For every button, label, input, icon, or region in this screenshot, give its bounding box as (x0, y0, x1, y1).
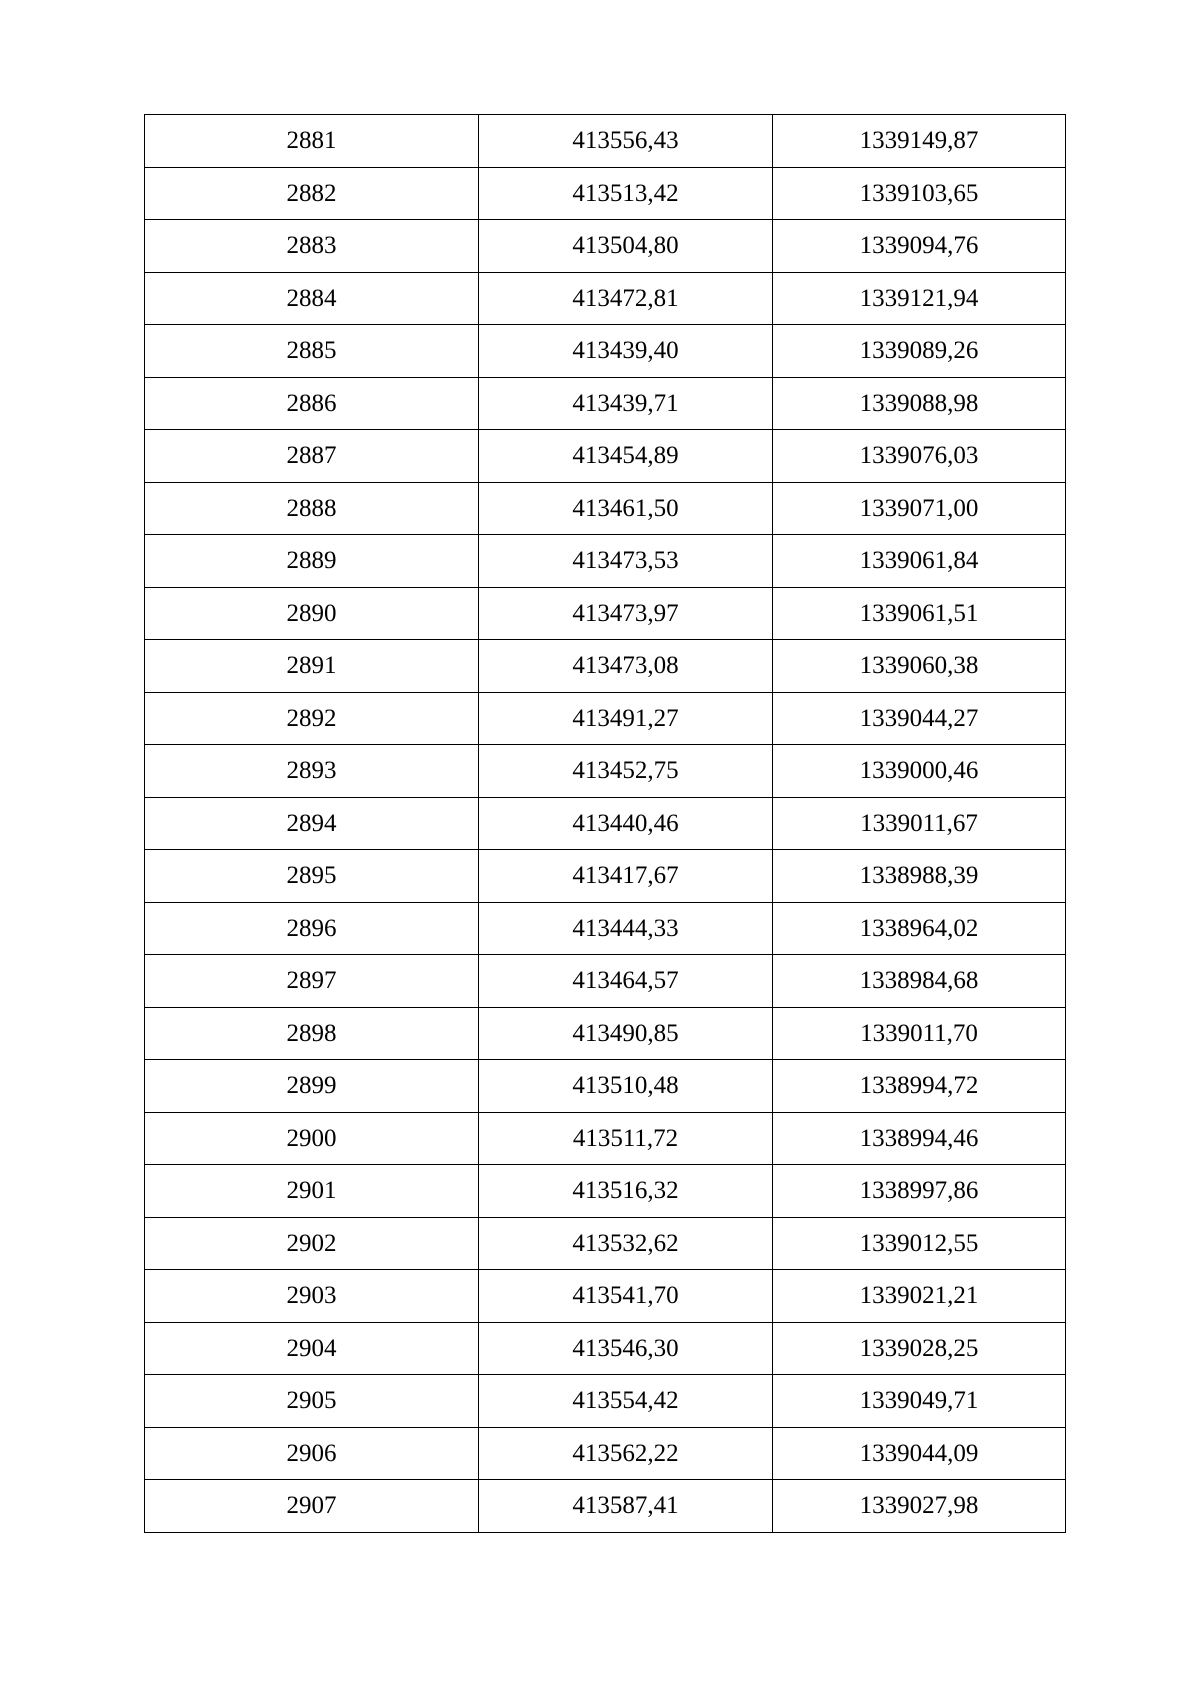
point-number-cell: 2885 (145, 325, 479, 378)
y-coordinate-cell: 1339071,00 (773, 482, 1066, 535)
point-number-cell: 2884 (145, 272, 479, 325)
table-row (145, 1060, 1066, 1113)
table-row (145, 430, 1066, 483)
coordinates-table (144, 114, 1066, 1533)
y-coordinate-cell: 1339027,98 (773, 1480, 1066, 1533)
point-number-cell: 2883 (145, 220, 479, 273)
y-coordinate-cell: 1339103,65 (773, 167, 1066, 220)
y-coordinate-cell: 1339021,21 (773, 1270, 1066, 1323)
table-row (145, 272, 1066, 325)
x-coordinate-cell: 413546,30 (479, 1322, 773, 1375)
table-row (145, 902, 1066, 955)
y-coordinate-cell: 1339012,55 (773, 1217, 1066, 1270)
point-number-cell: 2892 (145, 692, 479, 745)
x-coordinate-cell: 413541,70 (479, 1270, 773, 1323)
x-coordinate-cell: 413490,85 (479, 1007, 773, 1060)
y-coordinate-cell: 1338964,02 (773, 902, 1066, 955)
point-number-cell: 2894 (145, 797, 479, 850)
point-number-cell: 2886 (145, 377, 479, 430)
x-coordinate-cell: 413439,40 (479, 325, 773, 378)
point-number-cell: 2881 (145, 115, 479, 168)
table-row (145, 692, 1066, 745)
point-number-cell: 2902 (145, 1217, 479, 1270)
table-row (145, 797, 1066, 850)
y-coordinate-cell: 1338994,46 (773, 1112, 1066, 1165)
point-number-cell: 2904 (145, 1322, 479, 1375)
point-number-cell: 2907 (145, 1480, 479, 1533)
point-number-cell: 2901 (145, 1165, 479, 1218)
x-coordinate-cell: 413491,27 (479, 692, 773, 745)
table-row (145, 1270, 1066, 1323)
table-row (145, 587, 1066, 640)
coordinates-table-body (145, 115, 1066, 1533)
x-coordinate-cell: 413511,72 (479, 1112, 773, 1165)
x-coordinate-cell: 413532,62 (479, 1217, 773, 1270)
x-coordinate-cell: 413472,81 (479, 272, 773, 325)
point-number-cell: 2905 (145, 1375, 479, 1428)
x-coordinate-cell: 413464,57 (479, 955, 773, 1008)
point-number-cell: 2900 (145, 1112, 479, 1165)
table-row (145, 1007, 1066, 1060)
x-coordinate-cell: 413444,33 (479, 902, 773, 955)
table-row (145, 377, 1066, 430)
x-coordinate-cell: 413587,41 (479, 1480, 773, 1533)
y-coordinate-cell: 1339011,70 (773, 1007, 1066, 1060)
table-row (145, 745, 1066, 798)
table-row (145, 1375, 1066, 1428)
y-coordinate-cell: 1339061,51 (773, 587, 1066, 640)
x-coordinate-cell: 413440,46 (479, 797, 773, 850)
x-coordinate-cell: 413510,48 (479, 1060, 773, 1113)
x-coordinate-cell: 413461,50 (479, 482, 773, 535)
y-coordinate-cell: 1339028,25 (773, 1322, 1066, 1375)
y-coordinate-cell: 1339094,76 (773, 220, 1066, 273)
y-coordinate-cell: 1339044,27 (773, 692, 1066, 745)
y-coordinate-cell: 1338988,39 (773, 850, 1066, 903)
x-coordinate-cell: 413556,43 (479, 115, 773, 168)
table-row (145, 115, 1066, 168)
point-number-cell: 2899 (145, 1060, 479, 1113)
x-coordinate-cell: 413439,71 (479, 377, 773, 430)
x-coordinate-cell: 413454,89 (479, 430, 773, 483)
x-coordinate-cell: 413452,75 (479, 745, 773, 798)
y-coordinate-cell: 1338997,86 (773, 1165, 1066, 1218)
y-coordinate-cell: 1339044,09 (773, 1427, 1066, 1480)
point-number-cell: 2891 (145, 640, 479, 693)
y-coordinate-cell: 1338994,72 (773, 1060, 1066, 1113)
table-row (145, 482, 1066, 535)
x-coordinate-cell: 413554,42 (479, 1375, 773, 1428)
point-number-cell: 2888 (145, 482, 479, 535)
y-coordinate-cell: 1339076,03 (773, 430, 1066, 483)
point-number-cell: 2896 (145, 902, 479, 955)
y-coordinate-cell: 1339089,26 (773, 325, 1066, 378)
point-number-cell: 2895 (145, 850, 479, 903)
y-coordinate-cell: 1339060,38 (773, 640, 1066, 693)
y-coordinate-cell: 1339049,71 (773, 1375, 1066, 1428)
point-number-cell: 2898 (145, 1007, 479, 1060)
x-coordinate-cell: 413562,22 (479, 1427, 773, 1480)
x-coordinate-cell: 413473,08 (479, 640, 773, 693)
y-coordinate-cell: 1339061,84 (773, 535, 1066, 588)
y-coordinate-cell: 1338984,68 (773, 955, 1066, 1008)
y-coordinate-cell: 1339000,46 (773, 745, 1066, 798)
x-coordinate-cell: 413417,67 (479, 850, 773, 903)
y-coordinate-cell: 1339088,98 (773, 377, 1066, 430)
table-row (145, 535, 1066, 588)
point-number-cell: 2906 (145, 1427, 479, 1480)
table-row (145, 1165, 1066, 1218)
table-row (145, 1322, 1066, 1375)
x-coordinate-cell: 413473,53 (479, 535, 773, 588)
table-row (145, 850, 1066, 903)
table-row (145, 1480, 1066, 1533)
point-number-cell: 2897 (145, 955, 479, 1008)
point-number-cell: 2887 (145, 430, 479, 483)
table-row (145, 220, 1066, 273)
table-row (145, 325, 1066, 378)
y-coordinate-cell: 1339149,87 (773, 115, 1066, 168)
table-row (145, 1427, 1066, 1480)
point-number-cell: 2882 (145, 167, 479, 220)
x-coordinate-cell: 413473,97 (479, 587, 773, 640)
point-number-cell: 2893 (145, 745, 479, 798)
table-row (145, 1217, 1066, 1270)
table-row (145, 167, 1066, 220)
table-row (145, 640, 1066, 693)
table-row (145, 955, 1066, 1008)
x-coordinate-cell: 413504,80 (479, 220, 773, 273)
x-coordinate-cell: 413513,42 (479, 167, 773, 220)
table-row (145, 1112, 1066, 1165)
point-number-cell: 2890 (145, 587, 479, 640)
point-number-cell: 2889 (145, 535, 479, 588)
y-coordinate-cell: 1339011,67 (773, 797, 1066, 850)
x-coordinate-cell: 413516,32 (479, 1165, 773, 1218)
y-coordinate-cell: 1339121,94 (773, 272, 1066, 325)
point-number-cell: 2903 (145, 1270, 479, 1323)
